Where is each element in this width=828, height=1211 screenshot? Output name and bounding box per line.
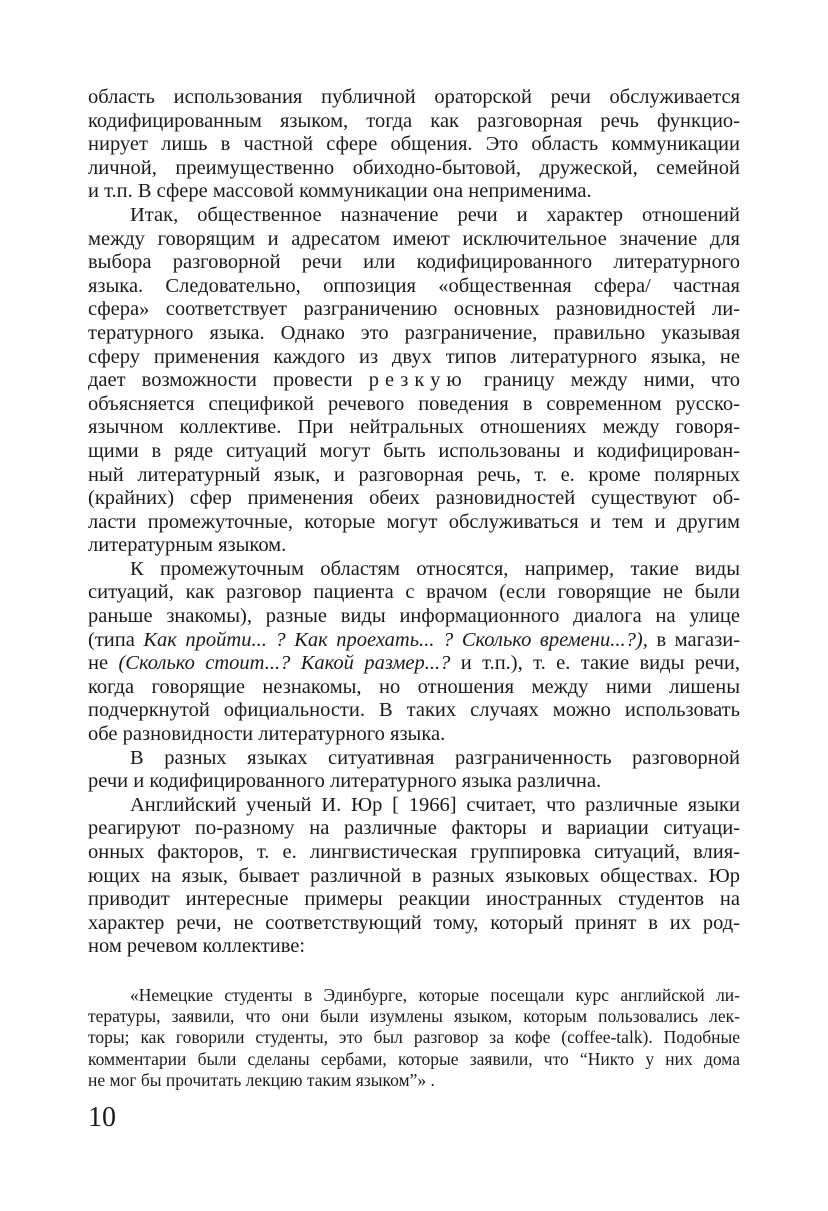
text-fragment: не bbox=[88, 652, 109, 675]
text-line bbox=[88, 629, 740, 653]
text-line: раньше знакомы), разные виды информационного диалога на улице bbox=[88, 605, 740, 628]
text-line: сферу применения каждого из двух типов литературного языка, не bbox=[88, 345, 740, 368]
text-line: тературного языка. Однако это разграничение, правильно указывая bbox=[88, 321, 740, 344]
quote-line: не мог бы прочитать лекцию таким языком”» . bbox=[88, 1069, 435, 1090]
text-line: щими в ряде ситуаций могут быть использованы и кодифицирован- bbox=[88, 439, 740, 462]
text-line: сфера» соответствует разграничению основных разновидностей ли- bbox=[88, 298, 740, 321]
paragraph bbox=[88, 747, 740, 794]
text-line bbox=[88, 369, 740, 393]
text-line: выбора разговорной речи или кодифицированного литературного bbox=[88, 251, 740, 274]
text-line: область использования публичной ораторской речи обслуживается bbox=[88, 86, 740, 108]
paragraph bbox=[88, 204, 740, 558]
text-fragment: в магази- bbox=[656, 628, 741, 651]
quote-line: комментарии были сделаны сербами, которые заявили, что “Никто у них дома bbox=[88, 1048, 740, 1069]
text-line: реагируют по-разному на различные факторы и вариации ситуаци- bbox=[88, 817, 740, 840]
emphasized-word: резкую bbox=[368, 369, 468, 392]
text-line: В разных языках ситуативная разграниченность разговорной bbox=[130, 746, 740, 769]
text-line: Итак, общественное назначение речи и характер отношений bbox=[130, 203, 740, 226]
text-line: ный литературный язык, и разговорная речь, т. е. кроме полярных bbox=[88, 463, 740, 486]
block-quote bbox=[88, 985, 740, 1091]
paragraph bbox=[88, 86, 740, 204]
italic-example: (Сколько стоит...? Какой размер...? bbox=[118, 652, 451, 675]
text-line: приводит интересные примеры реакции иностранных студентов на bbox=[88, 888, 740, 911]
text-fragment: границу между ними, что bbox=[483, 369, 741, 392]
text-fragment: (типа bbox=[88, 628, 135, 651]
text-line: когда говорящие незнакомы, но отношения между ними лишены bbox=[88, 675, 740, 698]
text-line: ласти промежуточные, которые могут обслуживаться и тем и другим bbox=[88, 510, 740, 533]
text-line: и т.п. В сфере массовой коммуникации она неприменима. bbox=[88, 180, 592, 203]
text-line: речи и кодифицированного литературного языка различна. bbox=[88, 770, 602, 793]
text-line: (крайних) сфер применения обеих разновидностей существуют об- bbox=[88, 487, 740, 510]
text-line: ющих на язык, бывает различной в разных языковых обществах. Юр bbox=[88, 864, 740, 887]
quote-line: торы; как говорили студенты, это был разговор за кофе (coffee-talk). Подобные bbox=[88, 1027, 740, 1048]
text-line: кодифицированным языком, тогда как разговорная речь функцио- bbox=[88, 109, 740, 132]
text-line: ситуаций, как разговор пациента с врачом (если говорящие не были bbox=[88, 581, 740, 604]
text-line: между говорящим и адресатом имеют исключительное значение для bbox=[88, 227, 740, 250]
text-line: К промежуточным областям относятся, например, такие виды bbox=[130, 557, 740, 580]
page-body bbox=[88, 86, 740, 959]
text-fragment: дает возможности провести bbox=[88, 369, 353, 392]
text-line: ном речевом коллективе: bbox=[88, 935, 306, 958]
text-line: языка. Следовательно, оппозиция «общественная сфера/ частная bbox=[88, 274, 740, 297]
paragraph bbox=[88, 794, 740, 959]
text-line: подчеркнутой официальности. В таких случаях можно использовать bbox=[88, 699, 740, 722]
italic-example: Как пройти... ? Как проехать... ? Сколько времени...?), bbox=[143, 628, 648, 651]
text-line: обе разновидности литературного языка. bbox=[88, 723, 446, 746]
text-fragment: и т.п.), т. е. такие виды речи, bbox=[460, 652, 740, 675]
paragraph bbox=[88, 558, 740, 747]
text-line: Английский ученый И. Юр [ 1966] считает, что различные языки bbox=[130, 793, 740, 816]
text-line: онных факторов, т. е. лингвистическая группировка ситуаций, влия- bbox=[88, 841, 740, 863]
text-line bbox=[88, 652, 740, 676]
page-number: 10 bbox=[88, 1102, 116, 1133]
text-line: личной, преимущественно обиходно-бытовой, дружеской, семейной bbox=[88, 156, 740, 179]
text-line: характер речи, не соответствующий тому, который принят в их род- bbox=[88, 911, 740, 934]
quote-line: «Немецкие студенты в Эдинбурге, которые посещали курс английской ли- bbox=[130, 985, 740, 1005]
text-line: нирует лишь в частной сфере общения. Это область коммуникации bbox=[88, 133, 740, 156]
quote-line: тературы, заявили, что они были изумлены языком, которым пользовались лек- bbox=[88, 1006, 740, 1027]
text-line: язычном коллективе. При нейтральных отношениях между говоря- bbox=[88, 416, 740, 439]
text-line: литературным языком. bbox=[88, 534, 287, 557]
text-line: объясняется спецификой речевого поведения в современном русско- bbox=[88, 392, 740, 415]
